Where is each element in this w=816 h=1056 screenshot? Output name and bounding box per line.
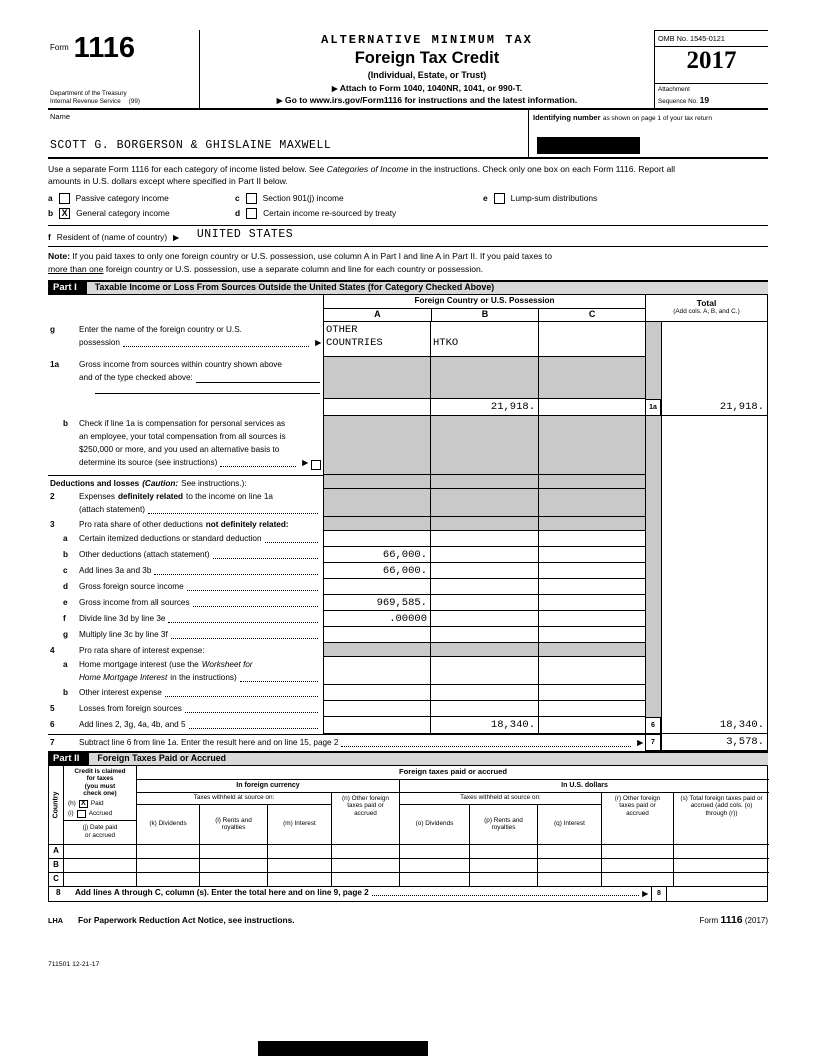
column-p-header: (p) Rents and royalties <box>469 804 537 844</box>
dotted-leader <box>187 590 318 591</box>
part1-row-3c: c Add lines 3a and 3b 66,000. <box>48 563 768 579</box>
line-3f-cell-b[interactable] <box>430 611 538 627</box>
part2-label: Part II <box>48 753 89 765</box>
line-5-cell-b[interactable] <box>430 701 538 717</box>
resident-country-row: f Resident of (name of country) ▶ UNITED STATES <box>48 225 768 247</box>
category-general: b X General category income <box>48 207 170 218</box>
line-8-total-cell[interactable] <box>667 887 767 901</box>
identifying-number-box: Identifying number as shown on page 1 of your tax return <box>528 110 768 157</box>
dotted-leader <box>341 746 631 747</box>
arrowhead-icon: ▶ <box>173 233 179 243</box>
line-3a-cell-a[interactable] <box>323 531 430 547</box>
part2-cell[interactable] <box>601 872 673 886</box>
part1-label: Part I <box>48 282 87 294</box>
part2-cell[interactable] <box>267 872 331 886</box>
column-o-header: (o) Dividends <box>399 804 469 844</box>
in-us-dollars-header: In U.S. dollars <box>399 779 769 792</box>
part2-table <box>48 766 768 887</box>
country-vertical-label: Country <box>52 791 60 819</box>
part1-row-5: 5 Losses from foreign sources <box>48 701 768 717</box>
part1-row-3g: g Multiply line 3c by line 3f <box>48 627 768 643</box>
column-s-header: (s) Total foreign taxes paid or accrued (add cols. (o) through (r)) <box>673 792 769 844</box>
row-a-label: A <box>49 844 63 858</box>
part2-cell[interactable] <box>469 844 537 858</box>
form-header-right <box>654 30 768 108</box>
category-row-1 <box>48 193 768 204</box>
resident-country-value[interactable]: UNITED STATES <box>196 227 294 241</box>
part2-line-8: 8 Add lines A through C, column (s). Enter the total here and on line 9, page 2 ▶ 8 <box>48 887 768 902</box>
taxpayer-name-value[interactable]: SCOTT G. BORGERSON & GHISLAINE MAXWELL <box>50 139 332 153</box>
name-box <box>48 110 528 157</box>
go-line: ▶ Go to www.irs.gov/Form1116 for instructions and the latest information. <box>276 94 578 105</box>
checkbox-paid[interactable]: X <box>79 800 88 808</box>
line-3d-cell-c[interactable] <box>538 579 645 595</box>
row-c-label: C <box>49 872 63 886</box>
column-m-header: (m) Interest <box>267 804 331 844</box>
dotted-leader <box>220 466 296 467</box>
part2-cell[interactable] <box>537 872 601 886</box>
line-3f-cell-a[interactable]: .00000 <box>323 611 430 627</box>
category-901j: c Section 901(j) income <box>235 192 344 203</box>
part2-cell[interactable] <box>399 844 469 858</box>
line-1a-number-box: 1a <box>645 399 661 416</box>
part1-title: Taxable Income or Loss From Sources Outside the United States (for Category Checked Above) <box>94 281 495 292</box>
part2-cell[interactable] <box>267 844 331 858</box>
part1-row-g: g Enter the name of the foreign country or U.S. possession ▶ OTHER COUNTRIES HTKO <box>48 322 768 357</box>
line-8-number-box: 8 <box>651 887 667 901</box>
column-c-header: C <box>538 309 645 321</box>
line-5-cell-a[interactable] <box>323 701 430 717</box>
name-label: Name <box>50 112 71 121</box>
paperwork-notice: For Paperwork Reduction Act Notice, see instructions. <box>78 914 295 925</box>
category-row-2 <box>48 208 768 219</box>
part2-cell[interactable] <box>673 872 769 886</box>
attach-line: ▶ Attach to Form 1040, 1040NR, 1041, or 990-T. <box>331 82 523 93</box>
part2-cell[interactable] <box>136 872 199 886</box>
total-column-header: Total (Add cols. A, B, and C.) <box>645 295 768 322</box>
form-number-block <box>50 30 197 68</box>
part2-cell[interactable] <box>673 858 769 872</box>
part2-cell[interactable] <box>199 872 267 886</box>
credit-claimed-column <box>63 766 136 844</box>
line-3e-cell-c[interactable] <box>538 595 645 611</box>
gross-income-cell-a[interactable] <box>323 399 430 416</box>
part2-cell[interactable] <box>601 858 673 872</box>
part2-cell[interactable] <box>331 844 399 858</box>
identifying-number-label: Identifying number <box>533 113 601 122</box>
part1-deductions-caption-row: Deductions and losses (Caution: See instructions.): <box>48 475 768 489</box>
instructions-paragraph: Use a separate Form 1116 for each category of income listed below. See Categories of Income in the instructions. Check only one box on each Form 1116. Report all amounts in U.S. dollars except where specified in Part II below. <box>48 164 676 187</box>
arrowhead-icon: ▶ <box>642 888 648 898</box>
credit-claimed-box: Credit is claimed for taxes (you must check one) (h) X Paid (i) Accrued <box>64 766 136 821</box>
line-3e-cell-a[interactable]: 969,585. <box>323 595 430 611</box>
line-7-total-cell[interactable]: 3,578. <box>661 734 768 751</box>
line-6-cell-b[interactable]: 18,340. <box>430 717 538 734</box>
line-3d-cell-a[interactable] <box>323 579 430 595</box>
line-3a-cell-b[interactable] <box>430 531 538 547</box>
date-paid-column-header: (j) Date paid or accrued <box>82 824 118 840</box>
part2-cell[interactable] <box>537 844 601 858</box>
form-subtitle: (Individual, Estate, or Trust) <box>367 70 487 80</box>
part1-row-4b: b Other interest expense <box>48 685 768 701</box>
part2-cell[interactable] <box>331 872 399 886</box>
part2-cell[interactable] <box>63 858 136 872</box>
line-4b-cell-a[interactable] <box>323 685 430 701</box>
gross-income-cell-b[interactable]: 21,918. <box>430 399 538 416</box>
paid-option: (h) X Paid <box>68 800 104 808</box>
part2-cell[interactable] <box>199 844 267 858</box>
dotted-leader <box>213 558 318 559</box>
withheld-foreign-header: Taxes withheld at source on: <box>136 792 331 804</box>
line-6-number-box: 6 <box>645 717 661 734</box>
attachment-sequence: Attachment Sequence No. 19 <box>655 83 768 108</box>
line-4a-cell-a[interactable] <box>323 657 430 685</box>
omb-number: OMB No. 1545-0121 <box>655 31 768 47</box>
column-n-header: (n) Other foreign taxes paid or accrued <box>331 792 399 844</box>
line-3c-cell-b[interactable] <box>430 563 538 579</box>
part1-row-1a-desc: 1a Gross income from sources within country shown above and of the type checked above: <box>48 357 768 399</box>
part2-cell[interactable] <box>136 858 199 872</box>
line-4b-cell-c[interactable] <box>538 685 645 701</box>
form-header-left <box>48 30 200 108</box>
redacted-identifying-number <box>537 137 640 154</box>
form-number: 1116 <box>73 32 135 64</box>
tax-year: 2017 <box>686 47 737 75</box>
line-6-cell-c[interactable] <box>538 717 645 734</box>
line-7-number-box: 7 <box>645 734 661 751</box>
line-3a-cell-c[interactable] <box>538 531 645 547</box>
part2-cell[interactable] <box>673 844 769 858</box>
part2-cell[interactable] <box>399 858 469 872</box>
line-3g-cell-c[interactable] <box>538 627 645 643</box>
note-paragraph: Note: If you paid taxes to only one foreign country or U.S. possession, use column A in Part I and line A in Part II. If you paid taxes to more than one foreign country or U.S. possession, use a separate column and line for each country or possession. <box>48 250 552 274</box>
part2-cell[interactable] <box>63 872 136 886</box>
redaction-bar <box>258 1041 428 1056</box>
dotted-leader <box>154 574 318 575</box>
line-4a-cell-c[interactable] <box>538 657 645 685</box>
checkbox-section-901j[interactable] <box>246 193 257 204</box>
software-code: 711501 12-21-17 <box>48 961 100 969</box>
fill-in-line <box>95 393 320 394</box>
gross-income-total-cell[interactable]: 21,918. <box>661 399 768 416</box>
part1-row-4: 4 Pro rata share of interest expense: <box>48 643 768 657</box>
dotted-leader <box>168 622 318 623</box>
checkbox-general-category[interactable]: X <box>59 208 70 219</box>
arrowhead-icon: ▶ <box>315 337 321 347</box>
column-b-header: B <box>431 309 539 321</box>
line-4b-cell-b[interactable] <box>430 685 538 701</box>
dotted-leader <box>171 638 318 639</box>
dotted-leader <box>165 696 318 697</box>
part1-row-4a: a Home mortgage interest (use the Worksheet for Home Mortgage Interest in the instructions) <box>48 657 768 685</box>
country-name-cell-c[interactable] <box>538 322 645 357</box>
in-foreign-currency-header: In foreign currency <box>136 779 399 792</box>
part2-cell[interactable] <box>63 844 136 858</box>
withheld-us-header: Taxes withheld at source on: <box>399 792 601 804</box>
part1-row-1b: b Check if line 1a is compensation for personal services as an employee, your total compensation from all sources is $250,000 or more, and you used an alternative basis to determine its source (see instructions) ▶ <box>48 416 768 475</box>
checkbox-resourced-treaty[interactable] <box>246 208 257 219</box>
line-3f-cell-c[interactable] <box>538 611 645 627</box>
fill-in-line <box>196 382 320 383</box>
foreign-taxes-group-header: Foreign taxes paid or accrued <box>136 766 769 779</box>
column-l-header: (l) Rents and royalties <box>199 804 267 844</box>
department-lines: Department of the Treasury Internal Revenue Service (99) <box>50 89 140 105</box>
part2-cell[interactable] <box>469 858 537 872</box>
accrued-option: (i) Accrued <box>68 810 113 818</box>
form-word: Form <box>50 43 69 52</box>
part1-row-3b: b Other deductions (attach statement) 66,000. <box>48 547 768 563</box>
checkbox-accrued[interactable] <box>77 810 86 818</box>
category-lump-sum: e Lump-sum distributions <box>483 192 598 203</box>
part2-cell[interactable] <box>136 844 199 858</box>
part1-row-3e: e Gross income from all sources 969,585. <box>48 595 768 611</box>
part2-cell[interactable] <box>469 872 537 886</box>
checkbox-alternative-basis[interactable] <box>311 460 321 470</box>
row-b-label: B <box>49 858 63 872</box>
line-3b-cell-c[interactable] <box>538 547 645 563</box>
arrowhead-icon: ▶ <box>276 95 283 105</box>
part2-cell[interactable] <box>399 872 469 886</box>
line-3b-cell-a[interactable]: 66,000. <box>323 547 430 563</box>
amt-banner: ALTERNATIVE MINIMUM TAX <box>321 33 533 47</box>
foreign-country-group-header: Foreign Country or U.S. Possession <box>324 295 645 310</box>
checkbox-lump-sum[interactable] <box>494 193 505 204</box>
country-name-cell-b[interactable]: HTKO <box>430 322 538 357</box>
column-a-header: A <box>374 309 381 320</box>
part2-title: Foreign Taxes Paid or Accrued <box>97 752 226 763</box>
dotted-leader <box>265 542 318 543</box>
lha-label: LHA <box>48 915 63 925</box>
line-3c-cell-a[interactable]: 66,000. <box>323 563 430 579</box>
dotted-leader <box>193 606 318 607</box>
part2-cell[interactable] <box>331 858 399 872</box>
arrowhead-icon: ▶ <box>302 457 308 467</box>
line-3b-cell-b[interactable] <box>430 547 538 563</box>
part1-table-header <box>48 295 768 322</box>
part2-cell[interactable] <box>537 858 601 872</box>
country-name-cell-a[interactable]: OTHER COUNTRIES <box>323 322 430 357</box>
arrowhead-icon: ▶ <box>331 83 338 93</box>
line-5-cell-c[interactable] <box>538 701 645 717</box>
column-q-header: (q) Interest <box>537 804 601 844</box>
category-resourced-treaty: d Certain income re-sourced by treaty <box>235 207 397 218</box>
dotted-leader <box>123 346 309 347</box>
form-header-center <box>200 30 654 108</box>
line-3c-cell-c[interactable] <box>538 563 645 579</box>
category-passive: a Passive category income <box>48 192 169 203</box>
part1-row-3a: a Certain itemized deductions or standard deduction <box>48 531 768 547</box>
line-3e-cell-b[interactable] <box>430 595 538 611</box>
line-3g-cell-b[interactable] <box>430 627 538 643</box>
part1-row-1a-amounts <box>48 399 768 416</box>
line-6-total-cell[interactable]: 18,340. <box>661 717 768 734</box>
part1-row-3d: d Gross foreign source income <box>48 579 768 595</box>
line-3g-cell-a[interactable] <box>323 627 430 643</box>
footer-row <box>48 914 768 928</box>
gross-income-cell-c[interactable] <box>538 399 645 416</box>
part2-cell[interactable] <box>601 844 673 858</box>
part2-bar <box>48 751 768 766</box>
form-title: Foreign Tax Credit <box>354 48 500 67</box>
categories-of-income-ref: Categories of Income <box>326 164 409 174</box>
form-footer-id: Form 1116 (2017) <box>699 913 768 926</box>
part2-cell[interactable] <box>199 858 267 872</box>
dotted-leader <box>240 681 318 682</box>
dotted-leader <box>148 513 318 514</box>
column-k-header: (k) Dividends <box>136 804 199 844</box>
sequence-number: 19 <box>699 94 710 105</box>
line-4a-cell-b[interactable] <box>430 657 538 685</box>
line-3d-cell-b[interactable] <box>430 579 538 595</box>
part1-row-2: 2 Expenses definitely related to the income on line 1a (attach statement) <box>48 489 768 517</box>
arrowhead-icon: ▶ <box>637 737 643 747</box>
part1-row-3: 3 Pro rata share of other deductions not definitely related: <box>48 517 768 531</box>
column-r-header: (r) Other foreign taxes paid or accrued <box>601 792 673 844</box>
dotted-leader <box>372 895 640 896</box>
part1-bar <box>48 280 768 295</box>
checkbox-passive-category[interactable] <box>59 193 70 204</box>
part2-cell[interactable] <box>267 858 331 872</box>
name-row <box>48 110 768 159</box>
dotted-leader <box>185 712 318 713</box>
dotted-leader <box>189 728 318 729</box>
form-header <box>48 30 768 110</box>
line-6-cell-a[interactable] <box>323 717 430 734</box>
part1-row-6: 6 Add lines 2, 3g, 4a, 4b, and 5 18,340. 6 18,340. <box>48 717 768 734</box>
part1-row-3f: f Divide line 3d by line 3e .00000 <box>48 611 768 627</box>
part1-row-7: 7 Subtract line 6 from line 1a. Enter the result here and on line 15, page 2 ▶ 7 3,578. <box>48 734 768 751</box>
